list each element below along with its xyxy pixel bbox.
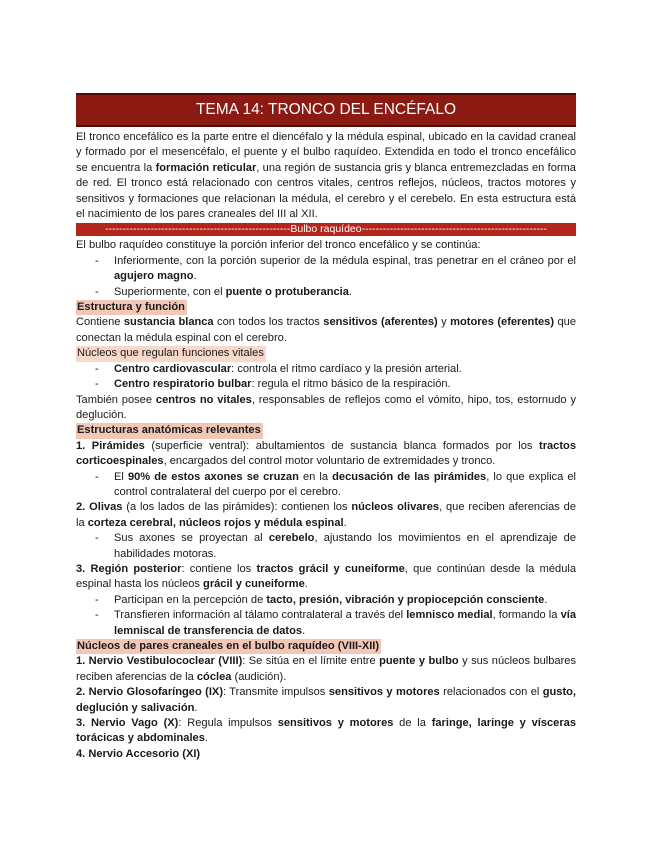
estructura-paragraph bbox=[76, 315, 576, 346]
text: , ajustando los movimientos en el aprendizaje de habilidades motoras. bbox=[114, 532, 576, 560]
bulbo-intro: El bulbo raquídeo constituye la porción inferior del tronco encefálico y se continúa: bbox=[76, 239, 481, 252]
text: Contiene bbox=[76, 316, 124, 329]
text: Sus axones se proyectan al bbox=[114, 532, 269, 545]
pares-heading-row bbox=[76, 639, 576, 654]
text: . bbox=[343, 516, 347, 529]
bold-term: formación reticular bbox=[155, 161, 257, 174]
bold-term: tractos corticoespinales bbox=[76, 439, 576, 468]
no-vitales-paragraph bbox=[76, 393, 576, 424]
document-page bbox=[76, 93, 576, 762]
text: : controla el ritmo cardíaco y la presión arterial. bbox=[231, 362, 462, 375]
text: . bbox=[204, 732, 208, 745]
bold-term: 2. Olivas bbox=[76, 501, 123, 514]
bold-term: cerebelo bbox=[268, 532, 315, 545]
text: (audición). bbox=[231, 670, 287, 683]
section-heading: Estructura y función bbox=[76, 300, 187, 315]
olivas-list bbox=[76, 531, 576, 562]
text: . bbox=[304, 578, 308, 591]
text: También posee bbox=[76, 393, 156, 406]
text: . bbox=[302, 624, 306, 637]
bold-term: sustancia blanca bbox=[123, 316, 214, 329]
list-item bbox=[114, 593, 576, 608]
text: y sus núcleos bulbares reciben aferencias de la bbox=[76, 655, 576, 683]
bold-term: faringe, laringe y vísceras torácicas y abdominales bbox=[76, 717, 577, 745]
text: , que reciben aferencias de la bbox=[76, 501, 576, 529]
text: Superiormente, con el bbox=[114, 285, 226, 298]
text: El tronco encefálico es la parte entre el diencéfalo y la médula espinal, ubicado en la cavidad craneal y formado por el mesencéfalo, el puente y el bulbo raquídeo. Extendida en todo el tronco encefálico se encuentra la bbox=[76, 131, 576, 174]
bold-term: sensitivos y motores bbox=[328, 686, 440, 699]
bold-term: gusto, deglución y salivación bbox=[76, 686, 576, 714]
bold-term: tractos grácil y cuneiforme bbox=[256, 562, 405, 575]
nervio-accesorio bbox=[76, 747, 576, 762]
region-posterior-paragraph bbox=[76, 562, 576, 593]
text: : Transmite impulsos bbox=[223, 686, 329, 699]
list-item bbox=[114, 531, 576, 562]
text: de la bbox=[393, 717, 432, 730]
section-heading: Núcleos de pares craneales en el bulbo raquídeo (VIII-XII) bbox=[76, 639, 381, 654]
nervio-glosofaringeo bbox=[76, 685, 576, 716]
text: . bbox=[193, 270, 197, 283]
bold-term: Centro respiratorio bulbar bbox=[114, 378, 252, 391]
bold-term: sensitivos (aferentes) bbox=[323, 316, 438, 329]
section-heading: Estructuras anatómicas relevantes bbox=[76, 423, 263, 438]
bold-term: corteza cerebral, núcleos rojos y médula espinal bbox=[87, 516, 344, 529]
text: : Se sitúa en el límite entre bbox=[242, 655, 380, 668]
list-item bbox=[114, 377, 576, 392]
text: El bbox=[114, 470, 128, 483]
text: : regula el ritmo básico de la respiración. bbox=[251, 378, 451, 391]
bold-term: 1. Nervio Vestibulococlear (VIII) bbox=[76, 655, 243, 668]
bold-term: 3. Región posterior bbox=[76, 562, 182, 575]
list-item bbox=[114, 608, 576, 639]
text: Inferiormente, con la porción superior de la médula espinal, tras penetrar en el cráneo por el bbox=[114, 254, 576, 267]
nucleos-heading-row bbox=[76, 346, 576, 361]
bold-term: motores (eferentes) bbox=[450, 316, 555, 329]
bold-term: grácil y cuneiforme bbox=[203, 578, 305, 591]
text: (a los lados de las pirámides): contienen los bbox=[122, 501, 352, 514]
text: . bbox=[194, 701, 198, 714]
bold-term: núcleos olivares bbox=[351, 501, 440, 514]
bold-term: 2. Nervio Glosofaríngeo (IX) bbox=[76, 686, 224, 699]
bold-term: centros no vitales bbox=[155, 393, 252, 406]
region-posterior-list bbox=[76, 593, 576, 639]
nervio-vago bbox=[76, 716, 576, 747]
bulbo-list bbox=[76, 254, 576, 300]
bold-term: 1. Pirámides bbox=[76, 439, 145, 452]
olivas-paragraph bbox=[76, 500, 576, 531]
text: , que continúan desde la médula espinal hasta los núcleos bbox=[76, 562, 576, 591]
estructura-heading-row bbox=[76, 300, 576, 315]
text: en la bbox=[298, 470, 333, 483]
text: : contiene los bbox=[181, 562, 257, 575]
text: que conectan la médula espinal con el cerebro. bbox=[76, 316, 576, 344]
text: y bbox=[437, 316, 451, 329]
text: , encargados del control motor voluntario de extremidades y tronco. bbox=[163, 455, 496, 468]
bold-term: sensitivos y motores bbox=[277, 717, 394, 730]
bold-term: 4. Nervio Accesorio (XI) bbox=[76, 747, 201, 760]
list-item bbox=[114, 362, 576, 377]
text: Participan en la percepción de bbox=[114, 593, 267, 606]
bold-term: puente o protuberancia bbox=[225, 285, 349, 298]
bold-term: cóclea bbox=[196, 670, 232, 683]
piramides-paragraph bbox=[76, 439, 576, 470]
intro-paragraph bbox=[76, 130, 576, 222]
subsection-heading: Núcleos que regulan funciones vitales bbox=[76, 346, 266, 361]
text: , lo que explica el control contralateral del cuerpo por el cerebro. bbox=[114, 470, 576, 498]
text: , responsables de reflejos como el vómito, hipo, tos, estornudo y deglución. bbox=[76, 393, 576, 421]
document-title: TEMA 14: TRONCO DEL ENCÉFALO bbox=[76, 93, 576, 127]
piramides-list bbox=[76, 470, 576, 501]
nucleos-list bbox=[76, 362, 576, 393]
text: . bbox=[348, 285, 352, 298]
text: relacionados con el bbox=[439, 686, 543, 699]
text: (superficie ventral): abultamientos de sustancia blanca formados por los bbox=[144, 439, 539, 452]
bold-term: 3. Nervio Vago (X) bbox=[76, 717, 179, 730]
bold-term: tacto, presión, vibración y propiocepción consciente bbox=[266, 593, 545, 606]
nervio-vestibulococlear bbox=[76, 654, 576, 685]
text: : Regula impulsos bbox=[178, 717, 278, 730]
bold-term: decusación de las pirámides bbox=[332, 470, 487, 483]
text: con todos los tractos bbox=[213, 316, 324, 329]
bold-term: 90% de estos axones se cruzan bbox=[127, 470, 299, 483]
section-separator-bulbo: -----------------------------------------------------Bulbo raquídeo----------------------------------------------------- bbox=[76, 223, 576, 236]
list-item bbox=[114, 470, 576, 501]
text: , formando la bbox=[492, 609, 561, 622]
text: . bbox=[544, 593, 548, 606]
bold-term: agujero magno bbox=[114, 270, 194, 283]
bold-term: Centro cardiovascular bbox=[114, 362, 232, 375]
list-item bbox=[114, 254, 576, 285]
text: , una región de sustancia gris y blanca entremezcladas en forma de red. El tronco está relacionado con centros vitales, centros reflejos, núcleos, tractos motores y sensitivos y formaciones que relacionan la médula, el cerebro y el cerebelo. En esta estructura está el nacimiento de los pares craneales del III al XII. bbox=[76, 161, 576, 221]
list-item bbox=[114, 285, 576, 300]
bold-term: lemnisco medial bbox=[406, 609, 493, 622]
anatomicas-heading-row bbox=[76, 423, 576, 438]
text: Transfieren información al tálamo contralateral a través del bbox=[114, 609, 407, 622]
bold-term: vía lemniscal de transferencia de datos bbox=[114, 609, 576, 637]
bold-term: puente y bulbo bbox=[379, 655, 459, 668]
